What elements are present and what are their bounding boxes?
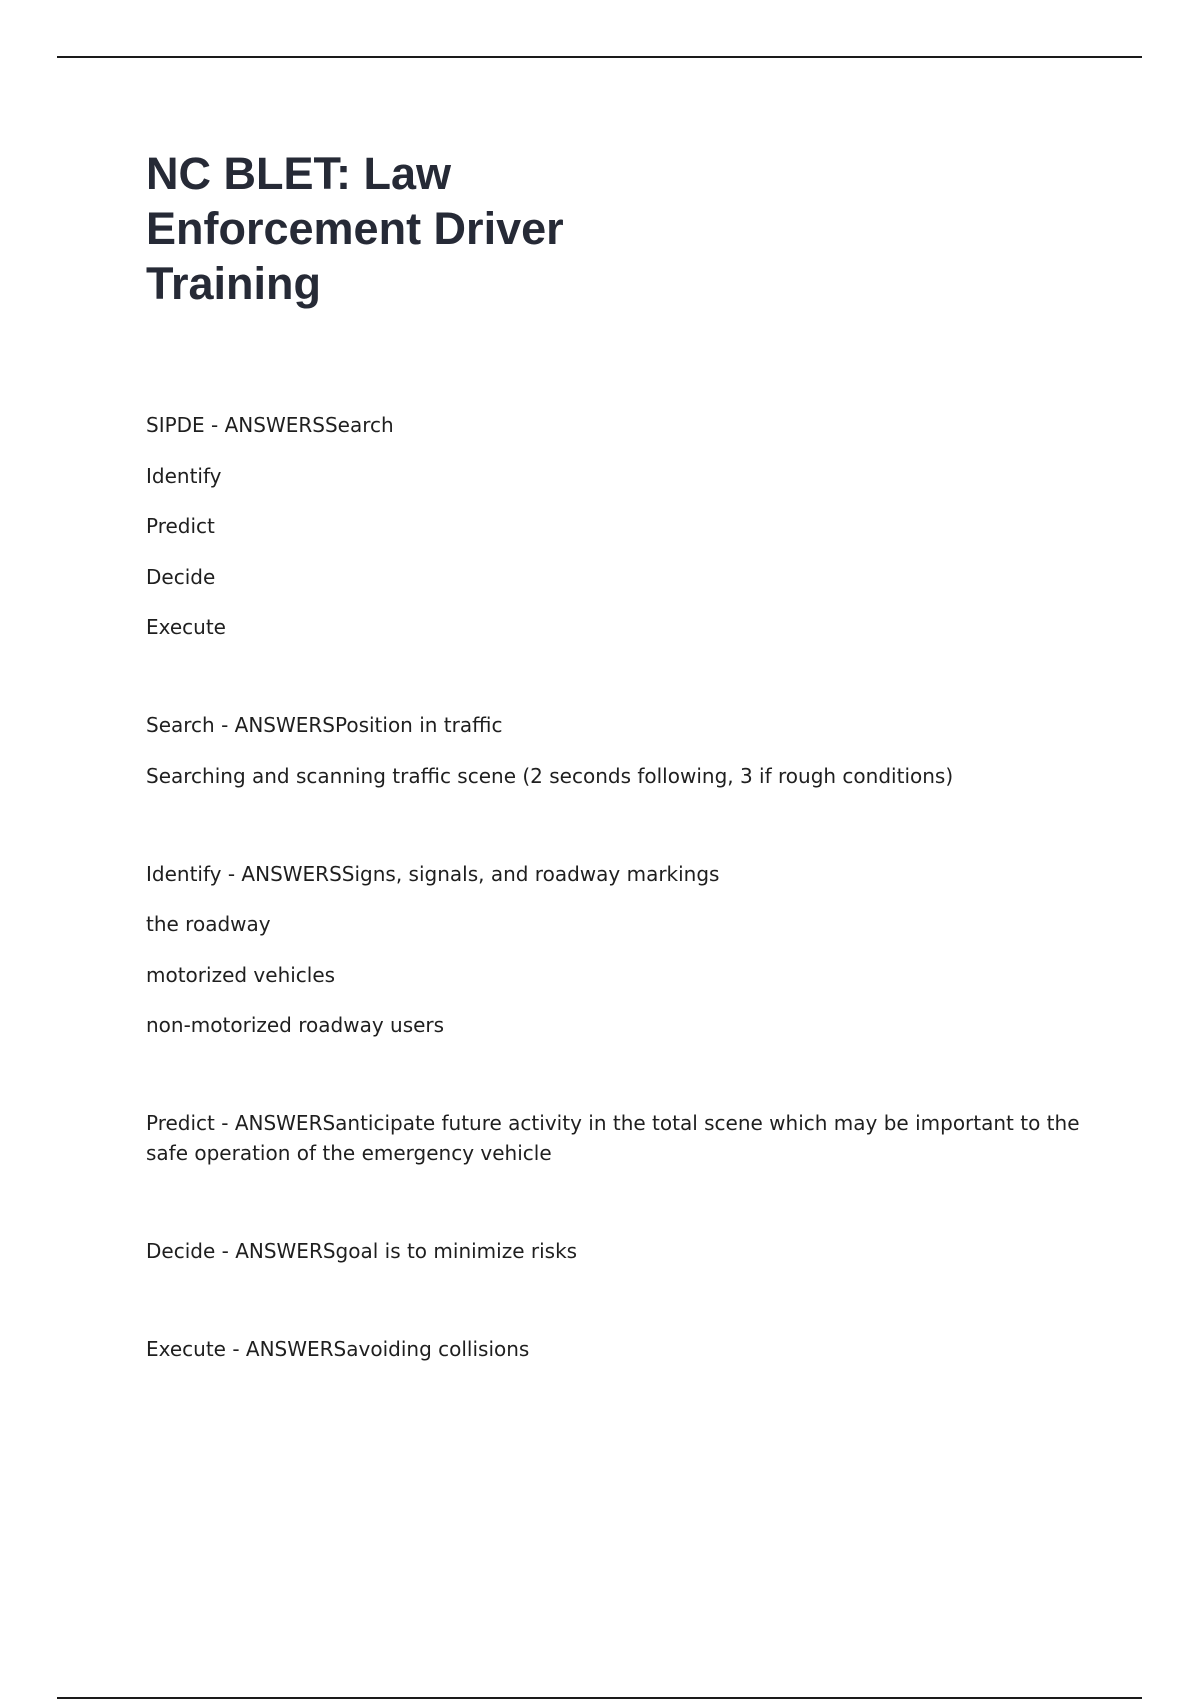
title-line: NC BLET: Law [146,148,452,199]
qa-entry-decide [146,1236,1086,1266]
qa-entry-sipde [146,410,1086,642]
qa-line: Predict - ANSWERSanticipate future activity in the total scene which may be important to the safe operation of the emergency vehicle [146,1111,1080,1165]
qa-line: Predict [146,514,215,538]
qa-line: Identify - ANSWERSSigns, signals, and roadway markings [146,861,720,886]
qa-line: SIPDE - ANSWERSSearch [146,413,394,437]
bottom-divider [57,1697,1142,1699]
qa-line: Search - ANSWERSPosition in traffic [146,713,503,737]
qa-line: non-motorized roadway users [146,1013,445,1037]
qa-line: Decide [146,564,216,589]
qa-line: motorized vehicles [146,962,336,987]
top-divider [57,56,1142,58]
qa-line: Decide - ANSWERSgoal is to minimize risks [146,1239,578,1263]
qa-line: Searching and scanning traffic scene (2 seconds following, 3 if rough conditions) [146,763,954,788]
document-title [146,146,666,311]
qa-entry-predict [146,1108,1086,1168]
qa-line: Execute [146,615,226,639]
qa-list [146,410,1086,1432]
qa-line: Execute - ANSWERSavoiding collisions [146,1337,530,1361]
qa-entry-execute [146,1334,1086,1364]
title-line: Enforcement Driver [146,203,564,254]
qa-line: Identify [146,463,222,488]
qa-entry-search [146,710,1086,791]
title-line: Training [146,258,322,309]
qa-entry-identify [146,859,1086,1041]
qa-line: the roadway [146,912,271,936]
